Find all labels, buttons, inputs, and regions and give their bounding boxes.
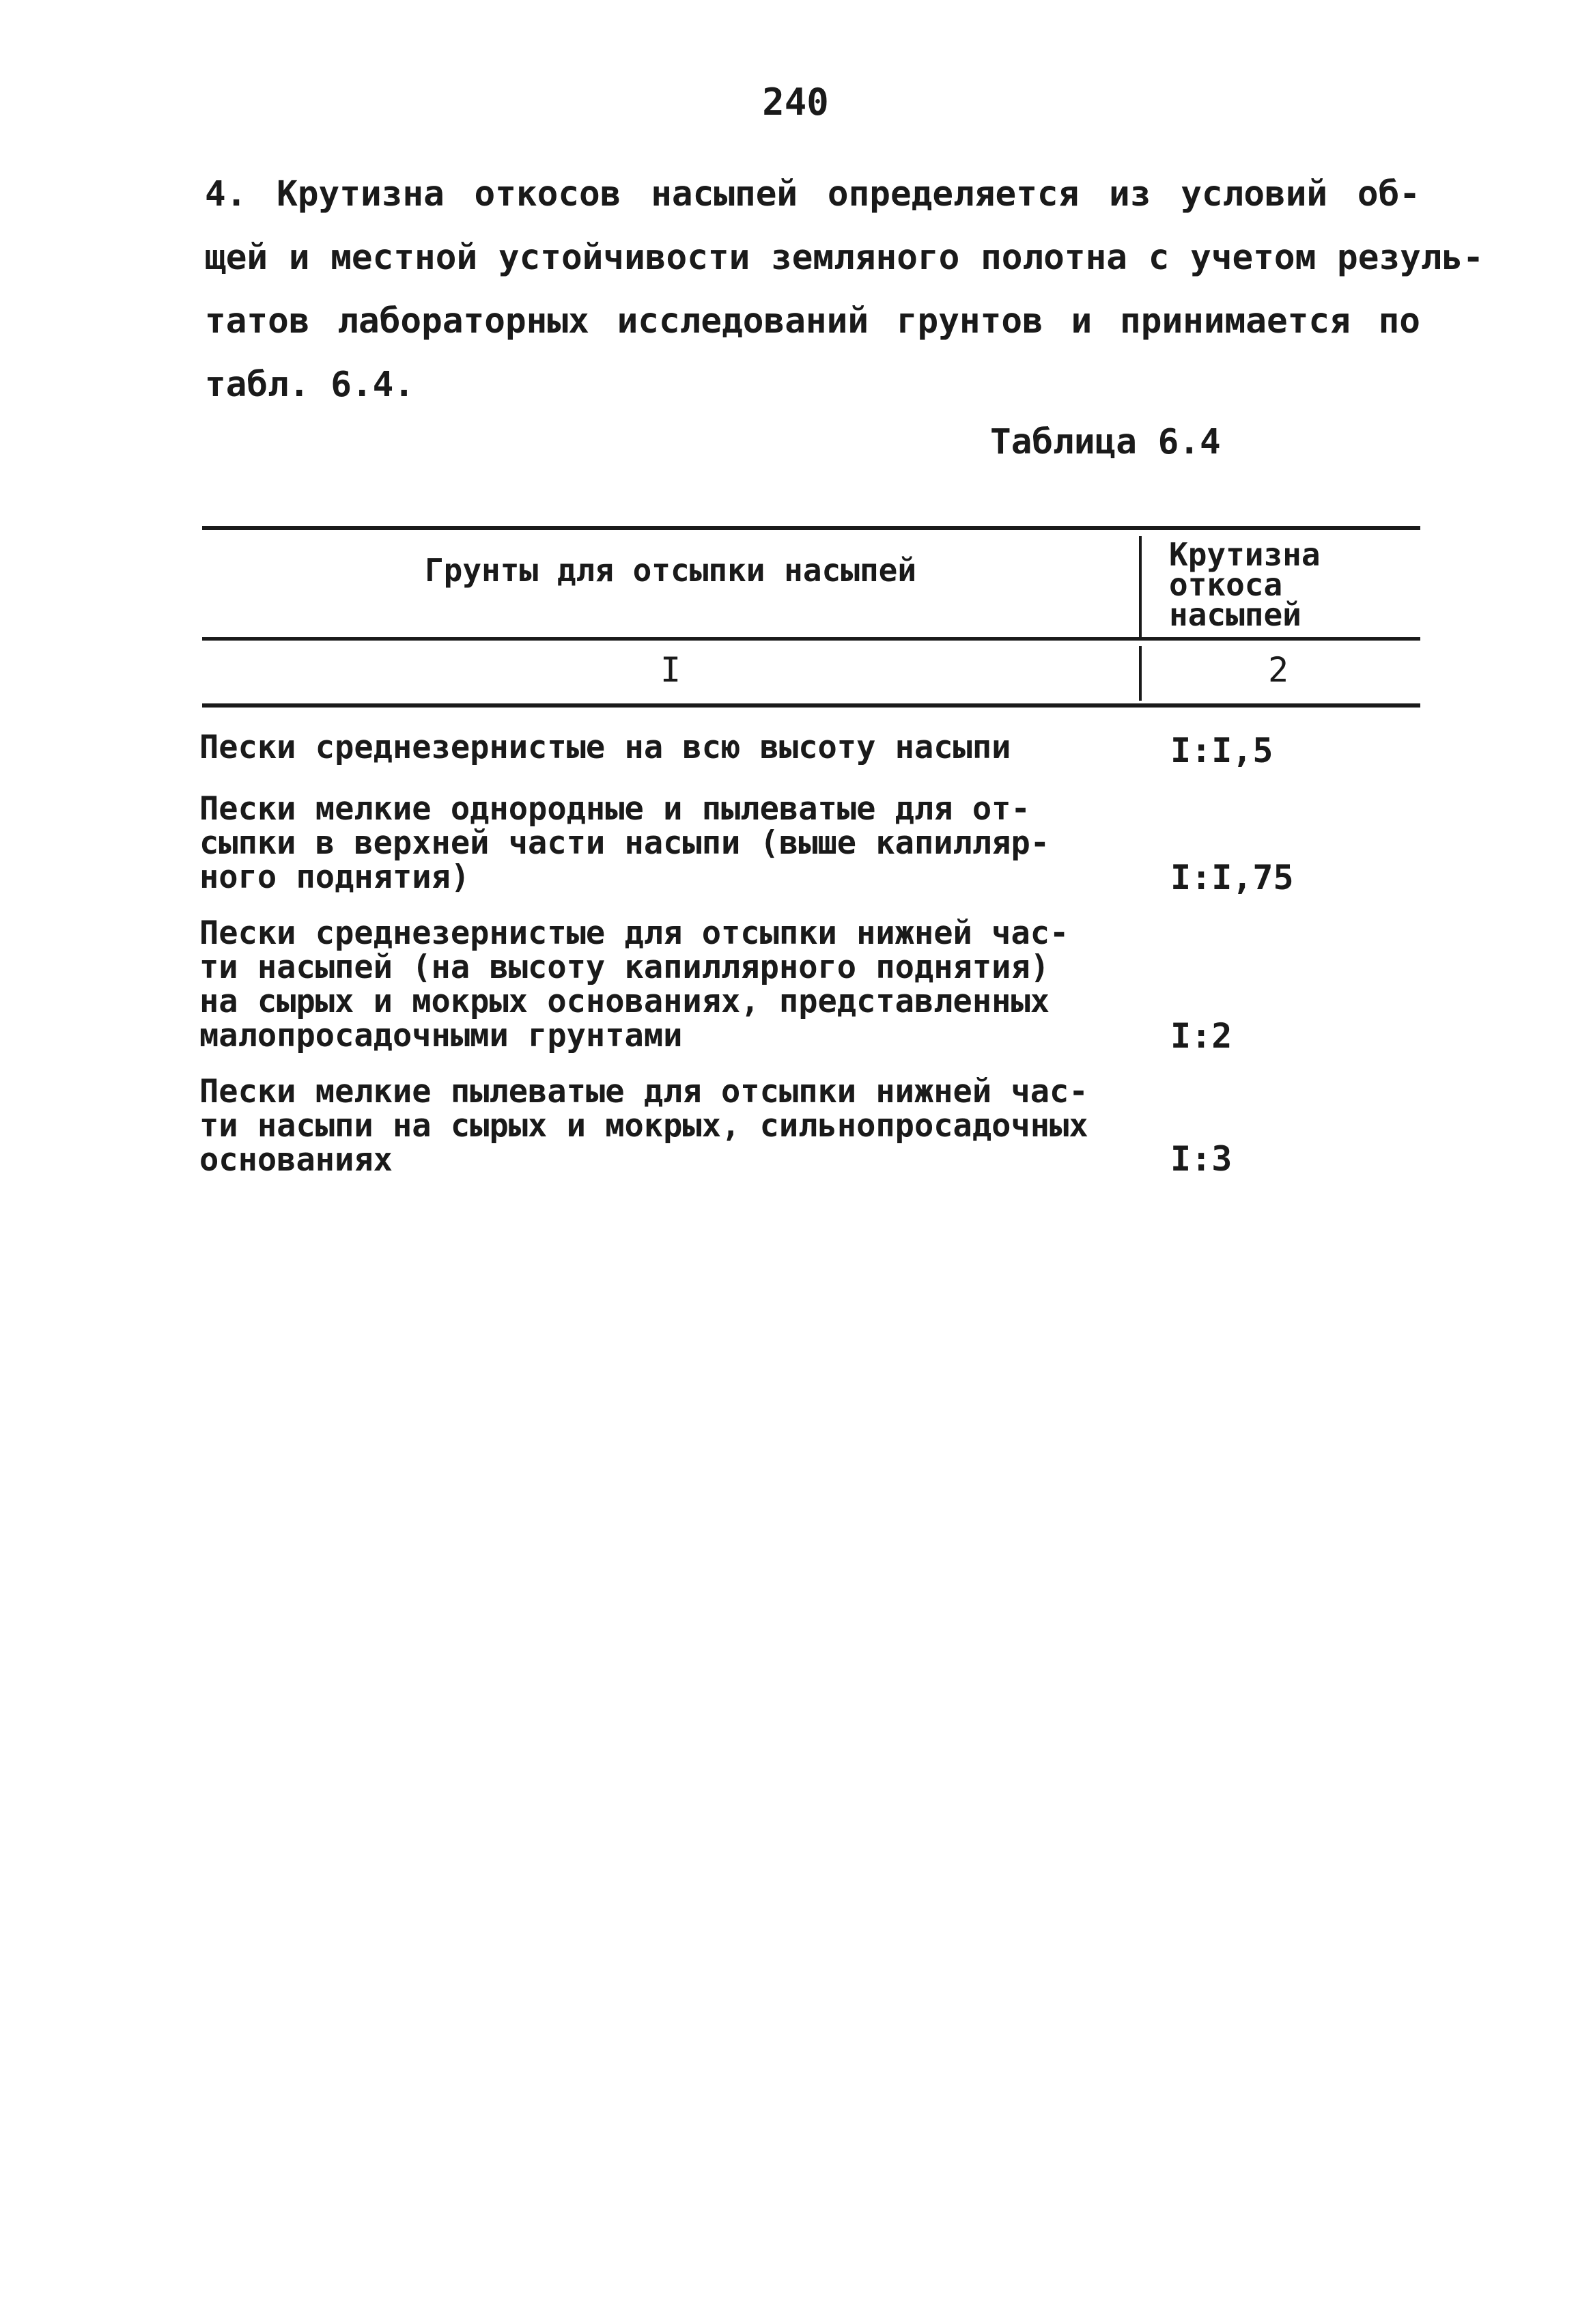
column-header-slope-line: Крутизна: [1169, 536, 1321, 573]
row-description-line: на сырых и мокрых основаниях, представленных: [199, 983, 1050, 1020]
header-bottom-rule: [202, 637, 1420, 641]
paragraph-line: табл. 6.4.: [205, 365, 415, 405]
column-header-soils: Грунты для отсыпки насыпей: [424, 552, 917, 589]
column-header-slope-line: откоса: [1169, 566, 1283, 603]
row-description-line: основаниях: [199, 1141, 393, 1179]
row-slope-value: I:I,5: [1170, 731, 1273, 770]
row-slope-value: I:3: [1170, 1139, 1233, 1179]
column-number-2: 2: [1267, 650, 1289, 690]
row-description-line: сыпки в верхней части насыпи (выше капилляр-: [199, 824, 1050, 862]
column-header-slope: [1169, 536, 1321, 633]
row-description-line: Пески среднезернистые на всю высоту насыпи: [199, 729, 1011, 766]
table-caption: Таблица 6.4: [990, 422, 1221, 462]
row-description-line: Пески мелкие однородные и пылеватые для от-: [199, 790, 1030, 828]
table-top-rule: [202, 526, 1420, 530]
page-number: 240: [762, 81, 829, 124]
row-slope-value: I:2: [1170, 1016, 1233, 1056]
header-column-divider: [1139, 536, 1142, 637]
row-description-line: малопросадочными грунтами: [199, 1017, 683, 1054]
row-description-line: ти насыпей (на высоту капиллярного поднятия): [199, 949, 1050, 986]
row-description-line: Пески среднезернистые для отсыпки нижней час-: [199, 914, 1069, 952]
row-description-line: Пески мелкие пылеватые для отсыпки нижней час-: [199, 1073, 1088, 1110]
paragraph-line: татов лабораторных исследований грунтов и принимается по: [205, 301, 1420, 341]
row-description: [199, 916, 1114, 1053]
number-row-rule: [202, 703, 1420, 708]
paragraph-line: щей и местной устойчивости земляного полотна с учетом резуль-: [205, 238, 1484, 278]
row-description-line: ти насыпи на сырых и мокрых, сильнопросадочных: [199, 1107, 1088, 1145]
row-description: [199, 1075, 1114, 1177]
body-paragraph: [205, 163, 1484, 417]
paragraph-line: 4. Крутизна откосов насыпей определяется из условий об-: [205, 174, 1420, 214]
row-slope-value: I:I,75: [1170, 858, 1294, 897]
column-header-slope-line: насыпей: [1169, 596, 1301, 633]
row-description-line: ного поднятия): [199, 858, 470, 896]
row-description: [199, 792, 1114, 895]
row-description: [199, 731, 1114, 765]
column-number-1: I: [660, 650, 681, 690]
